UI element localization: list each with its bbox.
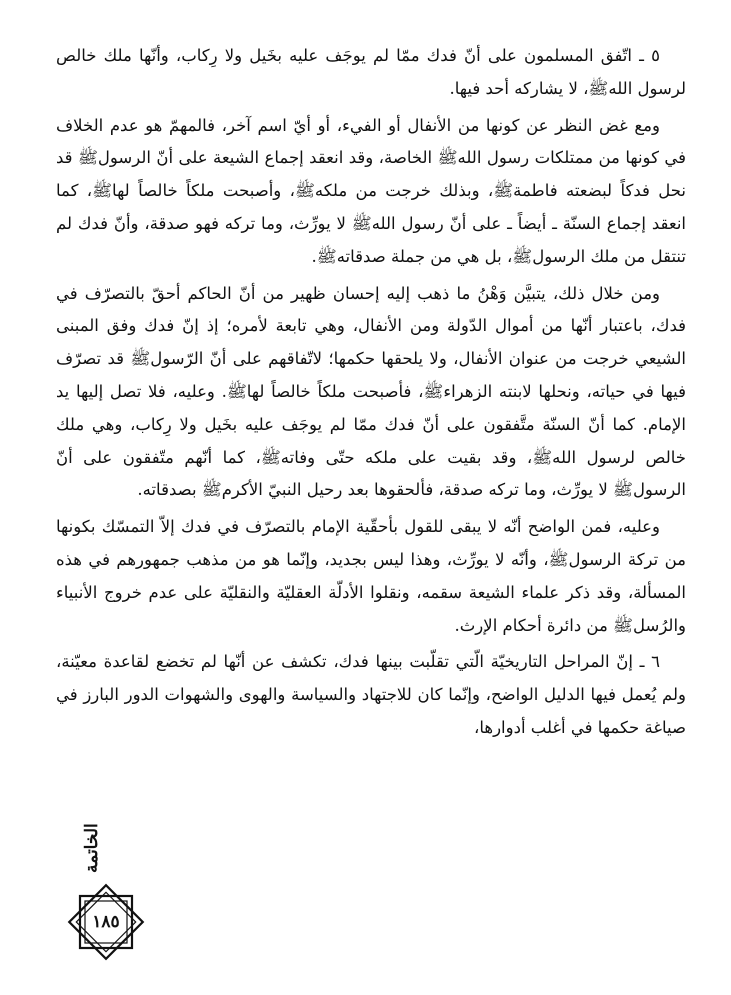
paragraph-5: ٦ ـ إنّ المراحل التاريخيّة الّتي تقلّبت بينها فدك، تكشف عن أنّها لم تخضع لقاعدة معيّنة، ولم يُعمل فيها الدليل الواضح، وإنّما كان للاجتهاد والسياسة والهوى والشهوات الدور البارز في صياغة حكمها في أغلب أدوارها، — [56, 652, 686, 737]
page-number: ١٨٥ — [92, 912, 120, 932]
paragraph-3: ومن خلال ذلك، يتبيَّن وَهْنُ ما ذهب إليه إحسان ظهير من أنّ الحاكم أحقّ بالتصرّف في فدك، باعتبار أنّها من أموال الدّولة ومن الأنفال، وهي تابعة لأمره؛ إذ إنّ فدك وفق المبنى الشيعي خرجت من عنوان الأنفال، ولا يلحقها حكمها؛ لاتّفاقهم على أنّ الرّسولﷺ قد تصرّف فيها في حياته، ونحلها لابنته الزهراءﷺ، فأصبحت ملكاً خالصاً لهاﷺ. وعليه، فلا تصل إليها يد الإمام. كما أنّ السنّة متَّفقون على أنّ فدك ممّا لم يوجَف عليه بخَيل ولا رِكاب، وهي ملك خالص لرسول اللهﷺ، وقد بقيت على ملكه حتّى وفاتهﷺ، كما أنّهم متّفقون على أنّ الرسولﷺ لا يورِّث، وما تركه صدقة، فألحقوها بعد رحيل النبيّ الأكرمﷺ بصدقاته. — [56, 283, 686, 500]
body-text — [56, 40, 686, 749]
paragraph-2: ومع غض النظر عن كونها من الأنفال أو الفيء، أو أيّ اسم آخر، فالمهمّ هو عدم الخلاف في كونها من ممتلكات رسول اللهﷺ الخاصة، وقد انعقد إجماع الشيعة على أنّ الرسولﷺ قد نحل فدكاً لبضعته فاطمةﷺ، وبذلك خرجت من ملكهﷺ، وأصبحت ملكاً خالصاً لهاﷺ، كما انعقد إجماع السنّة ـ أيضاً ـ على أنّ رسول اللهﷺ لا يورِّث، وما تركه فهو صدقة، وأنّ فدك لم تنتقل من ملك الرسولﷺ، بل هي من جملة صدقاتهﷺ. — [56, 115, 686, 266]
chapter-side-title: الخاتمة — [82, 823, 102, 873]
paragraph-4: وعليه، فمن الواضح أنّه لا يبقى للقول بأحقّية الإمام بالتصرّف في فدك إلاّ التمسّك بكونها من تركة الرسولﷺ، وأنّه لا يورِّث، وهذا ليس بجديد، وإنّما هو من مذهب جمهورهم في هذه المسألة، وقد ذكر علماء الشيعة سقمه، ونقلوا الأدلّة العقليّة والنقليّة على عدم خروج الأنبياء والرُسلﷺ من دائرة أحكام الإرث. — [56, 517, 686, 635]
page-number-badge — [64, 880, 148, 964]
paragraph-1: ٥ ـ اتّفق المسلمون على أنّ فدك ممّا لم يوجَف عليه بخَيل ولا رِكاب، وأنّها ملك خالص لرسول اللهﷺ، لا يشاركه أحد فيها. — [56, 46, 686, 98]
